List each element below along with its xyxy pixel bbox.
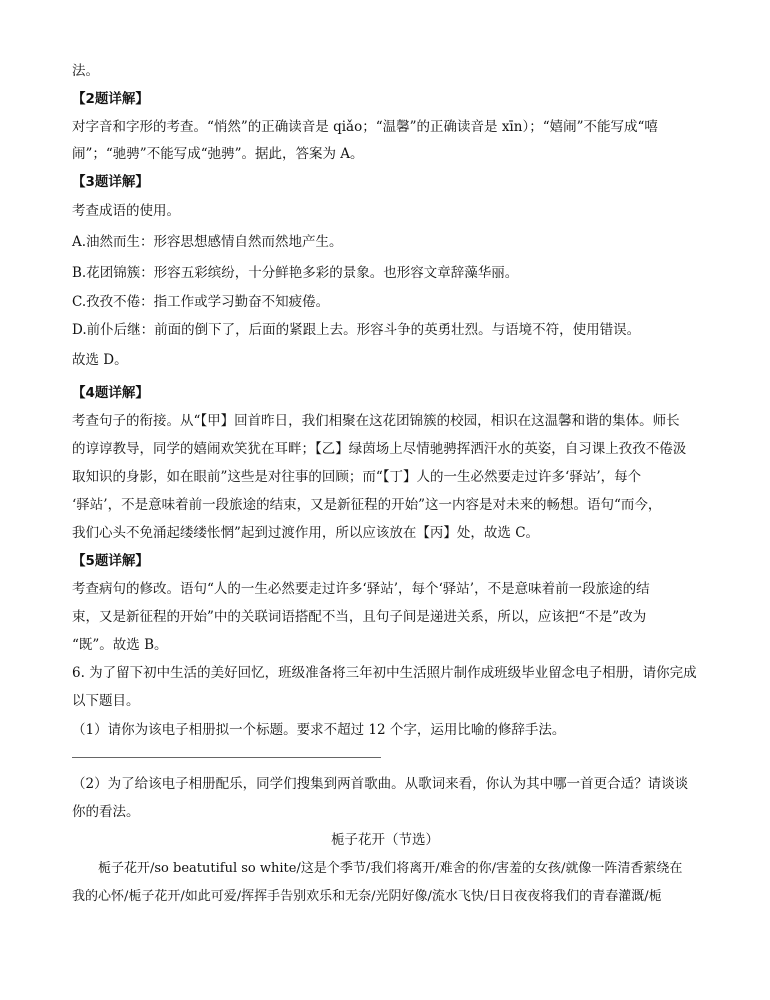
- text-line: ‘驿站’，不是意味着前一段旅途的结束，又是新征程的开始”这一内容是对未来的畅想。语句“而今，: [72, 497, 662, 513]
- subquestion-1: （1）请你为该电子相册拟一个标题。要求不超过 12 个字，运用比喻的修辞手法。: [72, 722, 566, 738]
- section-heading: 【2题详解】: [72, 91, 149, 107]
- lyrics-line: 栀子花开/so beatutiful so white/这是个季节/我们将离开/难舍的你/害羞的女孩/就像一阵清香萦绕在: [98, 861, 683, 876]
- question-6-line: 以下题目。: [72, 693, 140, 709]
- text-line: C.孜孜不倦：指工作或学习勤奋不知疲倦。: [72, 294, 330, 310]
- text-line: 我们心头不免涌起缕缕怅惘”起到过渡作用，所以应该放在【丙】处，故选 C。: [72, 525, 540, 541]
- section-heading: 【4题详解】: [72, 385, 149, 401]
- answer-line: [72, 757, 381, 758]
- text-line: 的谆谆教导，同学的嬉闹欢笑犹在耳畔；【乙】绿茵场上尽情驰骋挥洒汗水的英姿，自习课上孜孜不倦汲: [72, 441, 687, 457]
- subquestion-2: 你的看法。: [72, 804, 140, 820]
- lyrics-line: 我的心怀/栀子花开/如此可爱/挥挥手告别欢乐和无奈/光阴好像/流水飞快/日日夜夜将我们的青春灌溉/栀: [72, 889, 662, 904]
- song-title: 栀子花开（节选）: [331, 832, 439, 848]
- text-line: 对字音和字形的考查。“悄然”的正确读音是 qiǎo；“温馨”的正确读音是 xīn）；“嬉闹”不能写成“嘻: [72, 119, 658, 135]
- text-line: 故选 D。: [72, 352, 128, 368]
- text-line: D.前仆后继：前面的倒下了，后面的紧跟上去。形容斗争的英勇壮烈。与语境不符，使用错误。: [72, 322, 641, 338]
- subquestion-2: （2）为了给该电子相册配乐，同学们搜集到两首歌曲。从歌词来看，你认为其中哪一首更合适？请谈谈: [72, 776, 689, 792]
- text-line: B.花团锦簇：形容五彩缤纷，十分鲜艳多彩的景象。也形容文章辞藻华丽。: [72, 265, 519, 281]
- text-line: 考查句子的衔接。从“【甲】回首昨日，我们相聚在这花团锦簇的校园，相识在这温馨和谐的集体。师长: [72, 413, 680, 429]
- text-line: 考查成语的使用。: [72, 203, 180, 219]
- text-line: 闹”；“驰骋”不能写成“弛骋”。据此，答案为 A。: [72, 146, 364, 162]
- section-heading: 【5题详解】: [72, 553, 149, 569]
- text-line: 法。: [72, 63, 99, 79]
- text-line: “既”。故选 B。: [72, 637, 168, 653]
- text-line: 取知识的身影，如在眼前”这些是对往事的回顾；而“【丁】人的一生必然要走过许多‘驿站’，每个: [72, 469, 642, 485]
- question-6-line: 6. 为了留下初中生活的美好回忆，班级准备将三年初中生活照片制作成班级毕业留念电子相册，请你完成: [72, 665, 697, 681]
- text-line: 考查病句的修改。语句“人的一生必然要走过许多‘驿站’，每个‘驿站’，不是意味着前一段旅途的结: [72, 581, 650, 597]
- text-line: 束，又是新征程的开始”中的关联词语搭配不当，且句子间是递进关系，所以，应该把“不是”改为: [72, 609, 647, 625]
- text-line: A.油然而生：形容思想感情自然而然地产生。: [72, 234, 343, 250]
- section-heading: 【3题详解】: [72, 174, 149, 190]
